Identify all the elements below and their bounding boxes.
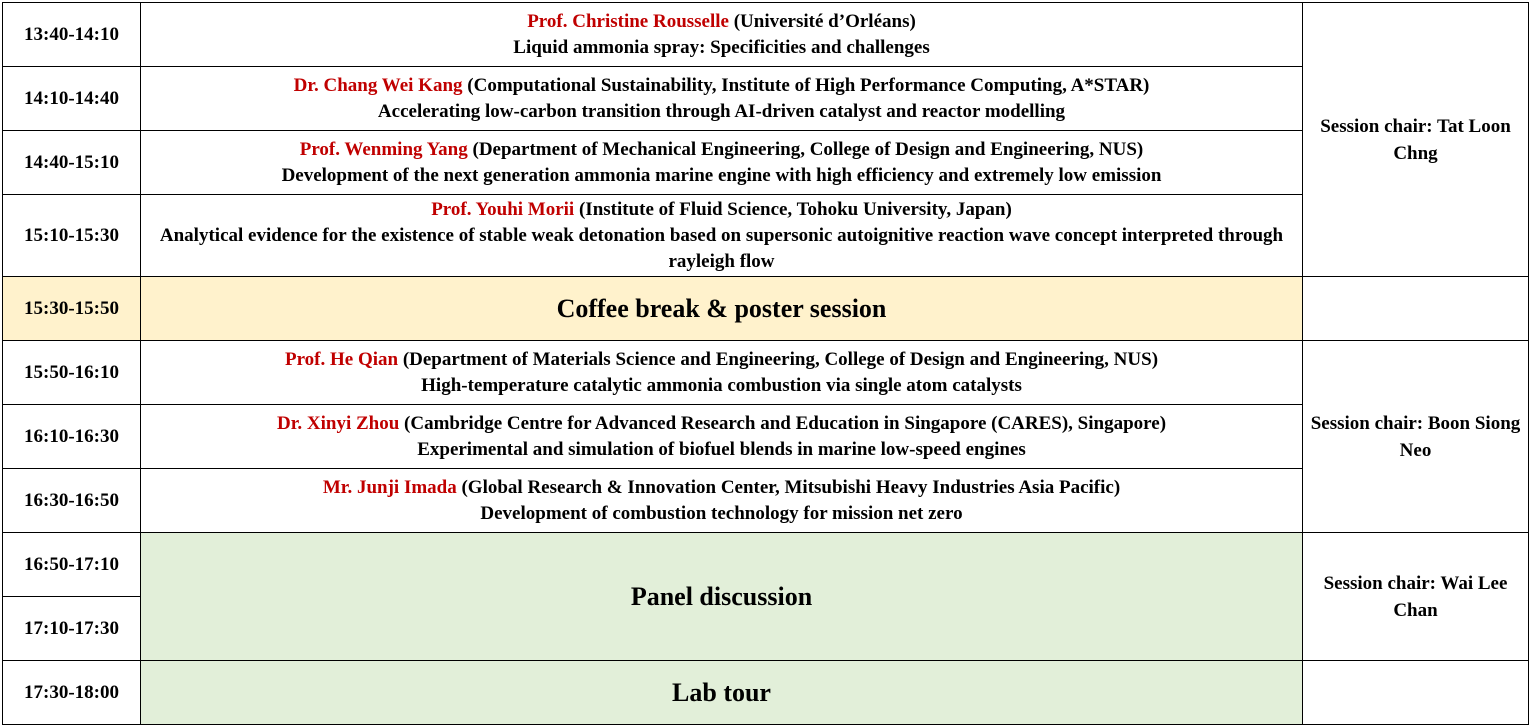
talk-title: Analytical evidence for the existence of stable weak detonation based on supersonic autoignitive reaction wave concept interpreted through rayleigh flow	[159, 224, 1284, 272]
speaker-name: Mr. Junji Imada	[322, 476, 457, 498]
speaker-affiliation: (Department of Materials Science and Engineering, College of Design and Engineering, NUS)	[398, 348, 1159, 370]
time-cell: 17:10-17:30	[3, 597, 141, 661]
speaker-name: Prof. Christine Rousselle	[527, 10, 729, 32]
lab-tour-cell: Lab tour	[141, 661, 1303, 725]
table-row	[3, 533, 1529, 597]
talk-cell	[141, 469, 1303, 533]
talk-title: High-temperature catalytic ammonia combustion via single atom catalysts	[421, 374, 1022, 396]
talk-heading	[147, 475, 1296, 501]
coffee-break-cell: Coffee break & poster session	[141, 277, 1303, 341]
talk-cell	[141, 195, 1303, 277]
empty-chair-cell	[1303, 661, 1529, 725]
time-cell: 13:40-14:10	[3, 3, 141, 67]
speaker-name: Dr. Xinyi Zhou	[276, 412, 400, 434]
speaker-affiliation: (Global Research & Innovation Center, Mitsubishi Heavy Industries Asia Pacific)	[456, 476, 1121, 498]
talk-title: Liquid ammonia spray: Specificities and challenges	[513, 36, 930, 58]
talk-title: Development of the next generation ammonia marine engine with high efficiency and extremely low emission	[281, 164, 1162, 186]
speaker-name: Prof. Wenming Yang	[299, 138, 468, 160]
speaker-name: Dr. Chang Wei Kang	[293, 74, 463, 96]
talk-title: Experimental and simulation of biofuel blends in marine low-speed engines	[417, 438, 1026, 460]
talk-cell	[141, 341, 1303, 405]
talk-heading	[147, 347, 1296, 373]
time-cell: 14:10-14:40	[3, 67, 141, 131]
talk-heading	[147, 411, 1296, 437]
speaker-affiliation: (Computational Sustainability, Institute of High Performance Computing, A*STAR)	[462, 74, 1150, 96]
talk-heading	[147, 73, 1296, 99]
program-table	[2, 2, 1529, 725]
speaker-name: Prof. He Qian	[284, 348, 399, 370]
speaker-affiliation: (Université d’Orléans)	[728, 10, 916, 32]
talk-heading	[147, 137, 1296, 163]
time-cell: 16:30-16:50	[3, 469, 141, 533]
speaker-name: Prof. Youhi Morii	[431, 198, 575, 220]
table-row	[3, 67, 1529, 131]
speaker-affiliation: (Department of Mechanical Engineering, College of Design and Engineering, NUS)	[467, 138, 1144, 160]
talk-cell	[141, 3, 1303, 67]
talk-cell	[141, 405, 1303, 469]
table-row	[3, 405, 1529, 469]
session-chair-cell: Session chair: Wai Lee Chan	[1303, 533, 1529, 661]
talk-title: Development of combustion technology for mission net zero	[480, 502, 963, 524]
table-row	[3, 195, 1529, 277]
time-cell: 15:30-15:50	[3, 277, 141, 341]
empty-chair-cell	[1303, 277, 1529, 341]
time-cell: 15:50-16:10	[3, 341, 141, 405]
table-row	[3, 341, 1529, 405]
speaker-affiliation: (Institute of Fluid Science, Tohoku University, Japan)	[574, 198, 1012, 220]
time-cell: 15:10-15:30	[3, 195, 141, 277]
time-cell: 14:40-15:10	[3, 131, 141, 195]
panel-discussion-cell: Panel discussion	[141, 533, 1303, 661]
talk-title: Accelerating low-carbon transition through AI-driven catalyst and reactor modelling	[377, 100, 1066, 122]
table-row	[3, 131, 1529, 195]
session-chair-cell: Session chair: Boon Siong Neo	[1303, 341, 1529, 533]
time-cell: 16:10-16:30	[3, 405, 141, 469]
talk-heading	[147, 9, 1296, 35]
session-chair-cell: Session chair: Tat Loon Chng	[1303, 3, 1529, 277]
talk-cell	[141, 131, 1303, 195]
talk-cell	[141, 67, 1303, 131]
speaker-affiliation: (Cambridge Centre for Advanced Research and Education in Singapore (CARES), Singapore)	[399, 412, 1167, 434]
table-row	[3, 661, 1529, 725]
time-cell: 17:30-18:00	[3, 661, 141, 725]
table-row	[3, 3, 1529, 67]
table-row	[3, 277, 1529, 341]
table-row	[3, 469, 1529, 533]
talk-heading	[147, 197, 1296, 223]
time-cell: 16:50-17:10	[3, 533, 141, 597]
